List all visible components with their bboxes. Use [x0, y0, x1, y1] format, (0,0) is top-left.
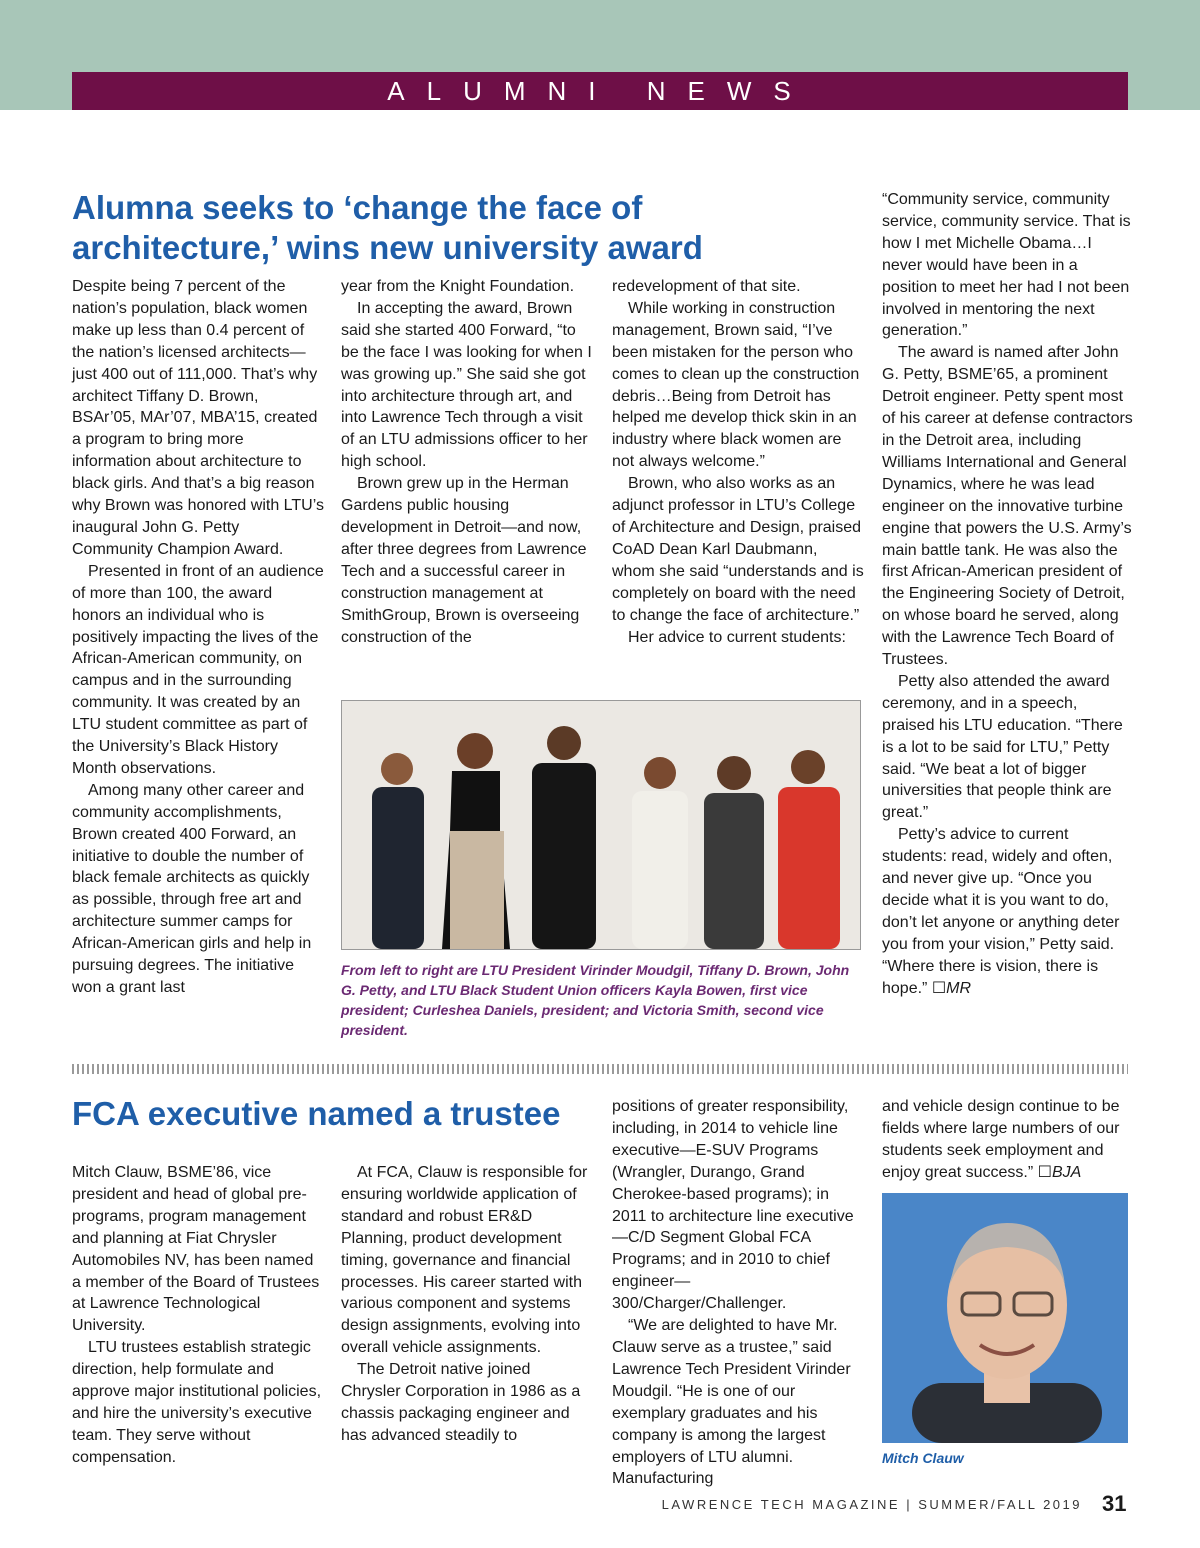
- article-headline: [72, 188, 703, 268]
- article1-column-4: [882, 189, 1134, 1000]
- paragraph: Petty’s advice to current students: read, widely and often, and never give up. “Once you decide what it is you want to do, don’t let anyone or anything deter you from your vision,” Petty said. “Where there is vision, there is hope.” ☐: [882, 826, 1120, 997]
- paragraph: The Detroit native joined Chrysler Corporation in 1986 as a chassis packaging engineer and has advanced steadily to: [341, 1361, 581, 1444]
- article1-column-2: [341, 276, 593, 648]
- headline-line-2: architecture,’ wins new university award: [72, 229, 703, 266]
- paragraph: and vehicle design continue to be fields where large numbers of our students seek employment and enjoy great success.” ☐: [882, 1098, 1120, 1181]
- author-initials: MR: [946, 979, 972, 997]
- paragraph: Among many other career and community accomplishments, Brown created 400 Forward, an initiative to double the number of black female architects as quickly as possible, through free art and architecture summer camps for African-American girls and help in pursuing degrees. The initiative won a grant last: [72, 781, 312, 996]
- paragraph: Brown, who also works as an adjunct professor in LTU’s College of Architecture and Design, praised CoAD Dean Karl Daubmann, whom she said “understands and is completely on board with the need to change the face of architecture.”: [612, 475, 864, 624]
- paragraph: “Community service, community service, community service. That is how I met Michelle Obama…I never would have been in a position to meet her had I not been involved in mentoring the next generation.”: [882, 191, 1131, 340]
- headline-line-1: Alumna seeks to ‘change the face of: [72, 189, 643, 226]
- article-divider: [72, 1064, 1128, 1074]
- photo-caption: From left to right are LTU President Virinder Moudgil, Tiffany D. Brown, John G. Petty, and LTU Black Student Union officers Kayla Bowen, first vice president; Curleshea Daniels, president; and Victoria Smith, second vice president.: [341, 962, 850, 1038]
- section-header: [72, 72, 1128, 110]
- paragraph: Despite being 7 percent of the nation’s population, black women make up less than 0.4 percent of the nation’s licensed architects—just 400 out of 111,000. That’s why architect Tiffany D. Brown, BSAr’05, MAr’07, MBA’15, created a program to bring more information about architecture to black girls. And that’s a big reason why Brown was honored with LTU’s inaugural John G. Petty Community Champion Award.: [72, 278, 324, 558]
- paragraph: Her advice to current students:: [628, 628, 846, 646]
- paragraph: The award is named after John G. Petty, BSME’65, a prominent Detroit engineer. Petty spent most of his career at defense contractors in the Detroit area, including Williams International and General Dynamics, where he was lead engineer on the innovative turbine engine that powers the U.S. Army’s main battle tank. He was also the first African-American president of the Engineering Society of Detroit, on whose board he served, along with the Lawrence Tech Board of Trustees.: [882, 344, 1133, 669]
- article2-headline: FCA executive named a trustee: [72, 1095, 561, 1132]
- article2-column-4: [882, 1096, 1134, 1184]
- paragraph: LTU trustees establish strategic direction, help formulate and approve major institutional policies, and hire the university’s executive team. They serve without compensation.: [72, 1339, 322, 1466]
- paragraph: Mitch Clauw, BSME’86, vice president and head of global pre-programs, program management and planning at Fiat Chrysler Automobiles NV, has been named a member of the Board of Trustees at Lawrence Technological University.: [72, 1164, 320, 1335]
- portrait-caption: Mitch Clauw: [882, 1450, 964, 1466]
- footer-publication: LAWRENCE TECH MAGAZINE | SUMMER/FALL 2019: [661, 1497, 1082, 1512]
- paragraph: While working in construction management, Brown said, “I’ve been mistaken for the person who comes to clean up the construction debris…Being from Detroit has helped me develop thick skin in an industry where black women are not always welcome.”: [612, 299, 860, 471]
- section-label: ALUMNI NEWS: [387, 76, 813, 106]
- article2-column-1: [72, 1162, 324, 1469]
- paragraph: In accepting the award, Brown said she started 400 Forward, “to be the face I was looking for when I was growing up.” She said she got into architecture through art, and into Lawrence Tech through a visit of an LTU admissions officer to her high school.: [341, 299, 592, 471]
- paragraph: At FCA, Clauw is responsible for ensuring worldwide application of standard and robust ER&D Planning, product development timing, governance and financial processes. His career started with various component and systems design assignments, evolving into overall vehicle assignments.: [341, 1164, 588, 1357]
- paragraph: “We are delighted to have Mr. Clauw serve as a trustee,” said Lawrence Tech President Virinder Moudgil. “He is one of our exemplary graduates and his company is among the largest employers of LTU alumni. Manufacturing: [612, 1317, 851, 1488]
- article1-column-3: [612, 276, 864, 648]
- article2-column-2: [341, 1162, 593, 1447]
- paragraph: Petty also attended the award ceremony, and in a speech, praised his LTU education. “There is a lot to be said for LTU,” Petty said. “We beat a lot of bigger universities that people think are great.”: [882, 672, 1123, 822]
- paragraph: Brown grew up in the Herman Gardens public housing development in Detroit—and now, after three degrees from Lawrence Tech and a successful career in construction management at SmithGroup, Brown is overseeing construction of the: [341, 475, 587, 646]
- page-number: 31: [1102, 1491, 1127, 1516]
- paragraph: redevelopment of that site.: [612, 278, 801, 295]
- award-group-photo: [341, 700, 861, 950]
- mitch-clauw-portrait: [882, 1193, 1128, 1443]
- article1-column-1: [72, 276, 324, 999]
- paragraph: Presented in front of an audience of more than 100, the award honors an individual who is positively impacting the lives of the African-American community, on campus and in the surrounding community. It was created by an LTU student committee as part of the University’s Black History Month observations.: [72, 562, 324, 777]
- paragraph: positions of greater responsibility, including, in 2014 to vehicle line executive—E-SUV Programs (Wrangler, Durango, Grand Cherokee-based programs); in 2011 to architecture line executive—C/D Segment Global FCA Programs; and in 2010 to chief engineer—300/Charger/Challenger.: [612, 1098, 854, 1313]
- paragraph: year from the Knight Foundation.: [341, 278, 575, 295]
- author-initials: BJA: [1051, 1163, 1082, 1181]
- article2-column-3: [612, 1096, 864, 1490]
